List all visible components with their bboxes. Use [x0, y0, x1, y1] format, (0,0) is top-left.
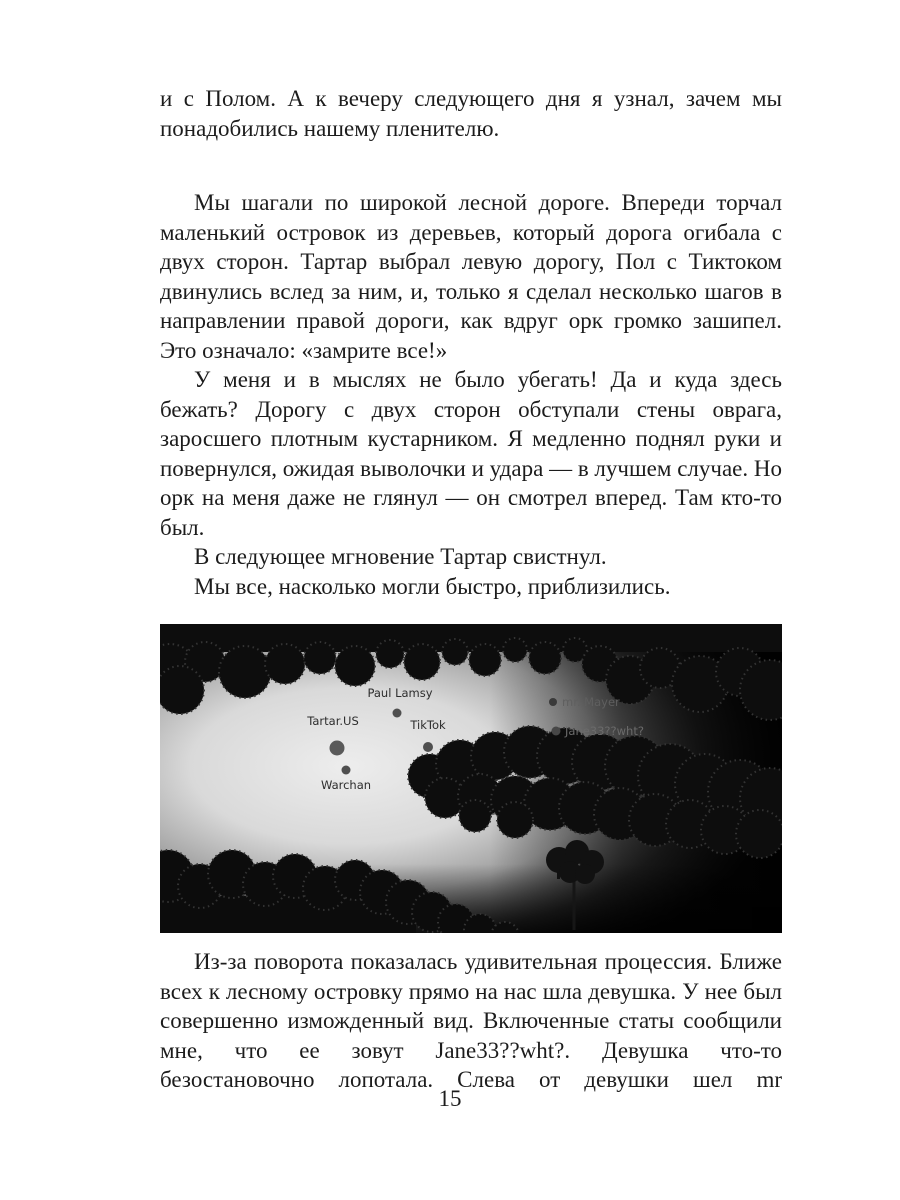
paragraph: У меня и в мыслях не было убегать! Да и куда здесь бежать? Дорогу с двух сторон обступали стены оврага, заросшего плотным кустарником. Я медленно поднял руки и повернулся, ожидая выволочки и удара — в лучшем случае. Но орк на меня даже не глянул — он смотрел вперед. Там кто-то был. [160, 367, 782, 540]
map-image [160, 624, 782, 933]
paragraph: Из-за поворота показалась удивительная процессия. Ближе всех к лесному островку прямо на нас шла девушка. У нее был совершенно изможденный вид. Включенные статы сообщили мне, что ее зовут Jane33??wht?. Девушка что-то безостановочно лопотала. Слева от девушки шел mr [160, 949, 782, 1092]
page-number: 15 [438, 1086, 462, 1111]
map-label-jane33: Jane33??wht? [565, 724, 644, 738]
player-dot-tartar [330, 741, 345, 756]
paragraph: Мы все, насколько могли быстро, приблизились. [194, 573, 671, 599]
map-label-tartar-us: Tartar.US [307, 714, 359, 728]
map-label-tiktok: TikTok [410, 718, 446, 732]
paragraph: и с Полом. А к вечеру следующего дня я узнал, зачем мы понадобились нашему пленителю. [160, 86, 782, 141]
player-dot-warchan [342, 766, 351, 775]
paragraph: Мы шагали по широкой лесной дороге. Впереди торчал маленький островок из деревьев, который дорога огибала с двух сторон. Тартар выбрал левую дорогу, Пол с Тиктоком двинулись вслед за ним, и, только я сделал несколько шагов в направлении правой дороги, как вдруг орк громко зашипел. Это означало: «замрите все!» [160, 190, 782, 363]
player-dot-jane [552, 727, 561, 736]
map-label-paul-lamsy: Paul Lamsy [367, 686, 433, 700]
player-dot-tiktok [423, 742, 433, 752]
player-dot-paul [393, 709, 402, 718]
text-block [160, 84, 782, 1095]
player-dot-mayer [549, 698, 557, 706]
map-illustration [160, 624, 782, 933]
paragraph: В следующее мгновение Тартар свистнул. [194, 544, 607, 569]
map-label-mr-mayer: mr. Mayer [562, 695, 620, 709]
map-label-warchan: Warchan [320, 778, 372, 792]
